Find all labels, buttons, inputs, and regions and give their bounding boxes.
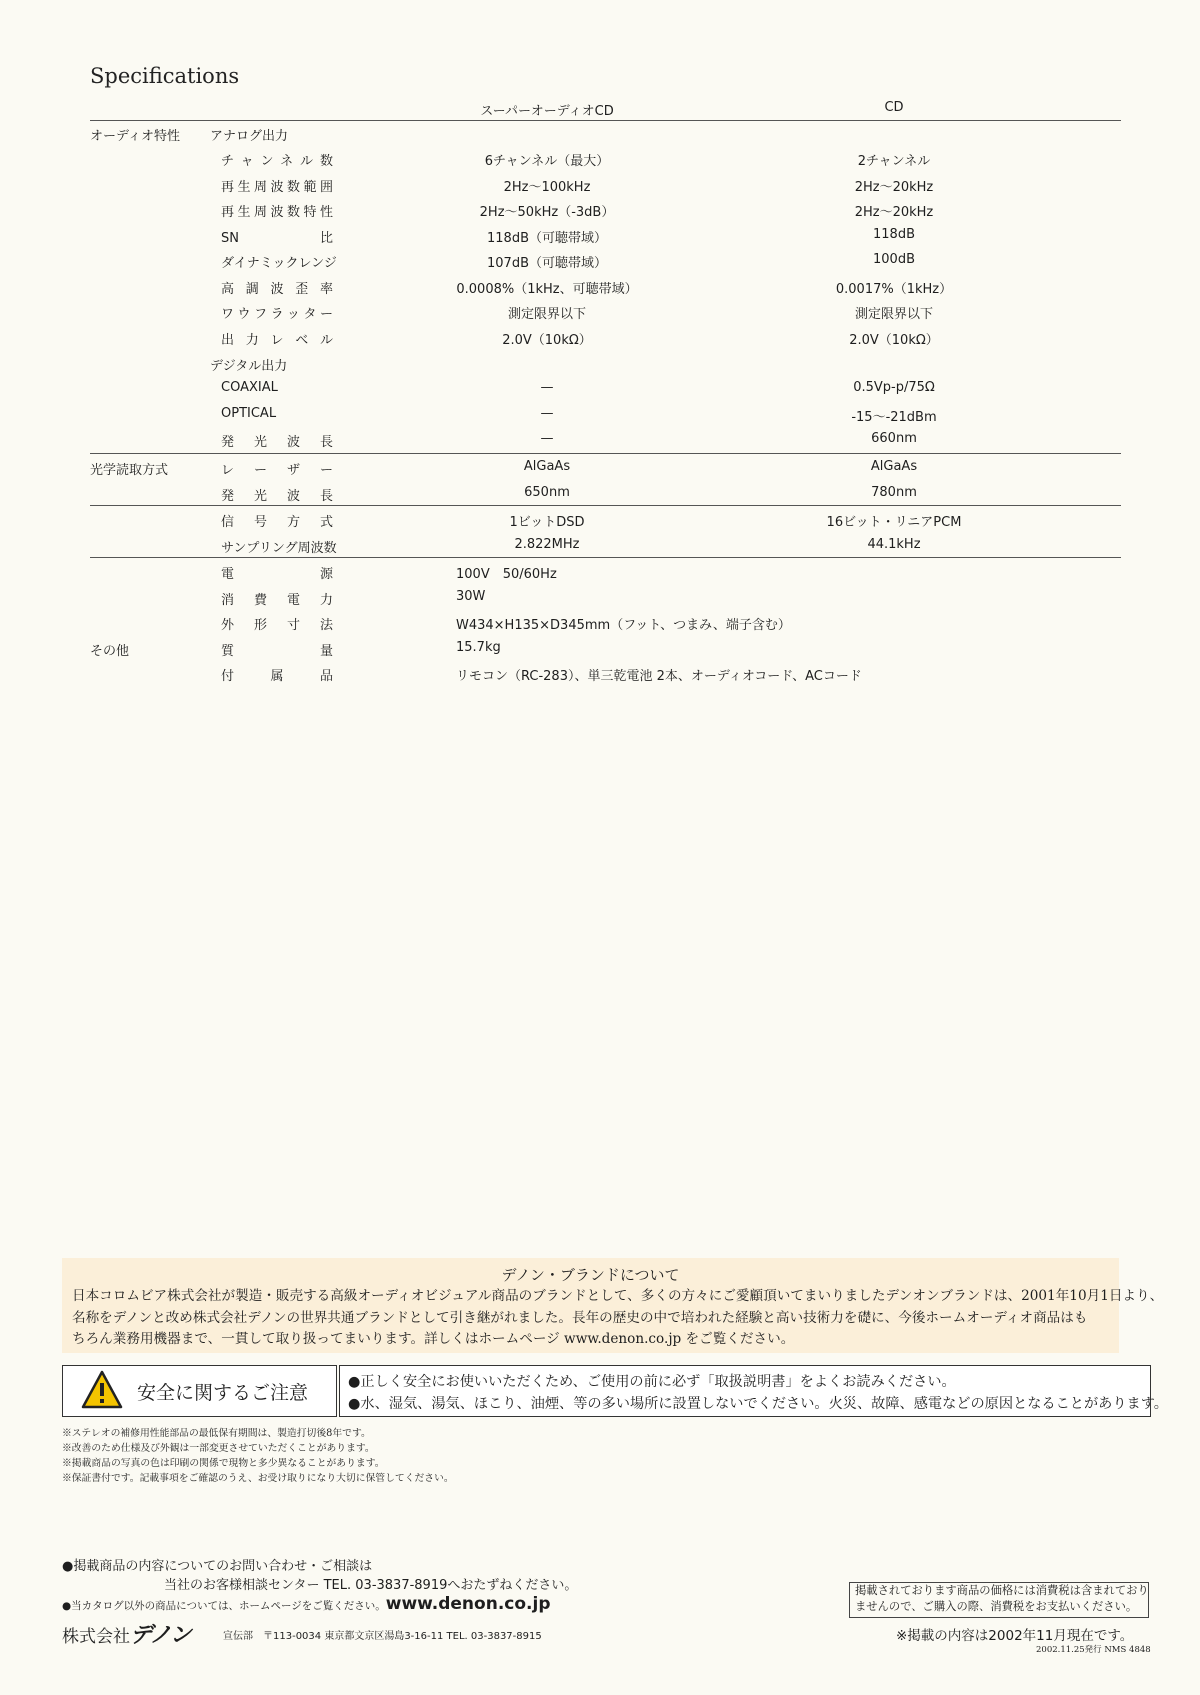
- row-value-sacd: 107dB（可聴帯域）: [487, 256, 607, 271]
- row-value-sacd: 0.0008%（1kHz、可聴帯域）: [456, 282, 638, 297]
- divider: [90, 557, 1121, 558]
- company-address: 宣伝部 〒113-0034 東京都文京区湯島3-16-11 TEL. 03-3837-8915: [223, 1631, 542, 1642]
- row-label: 再生周波数範囲: [221, 180, 333, 195]
- footnote: ※改善のため仕様及び外観は一部変更させていただくことがあります。: [62, 1443, 375, 1454]
- publication-code: 2002.11.25発行 NMS 4848: [1036, 1645, 1151, 1655]
- brand-notice: [62, 1258, 1164, 1353]
- row-value-sacd: 2.0V（10kΩ）: [502, 333, 592, 348]
- table-row: [0, 537, 1200, 557]
- category-optical: 光学読取方式: [90, 463, 169, 478]
- row-value-cd: AlGaAs: [870, 459, 918, 474]
- row-label: 発光波長: [221, 489, 333, 504]
- row-value-sacd: 2Hz～50kHz（-3dB）: [479, 205, 615, 220]
- brand-title: デノン・ブランドについて: [501, 1266, 680, 1284]
- table-row: [0, 329, 1200, 349]
- table-row: [0, 485, 1200, 505]
- contact-line: 当社のお客様相談センター TEL. 03-3837-8919へおたずねください。: [164, 1578, 578, 1593]
- table-row: [0, 176, 1200, 196]
- table-row: [0, 252, 1200, 272]
- category-other: その他: [90, 644, 130, 659]
- row-label: ダイナミックレンジ: [221, 256, 337, 271]
- brand-text: [72, 1286, 1164, 1351]
- company-prefix: 株式会社: [62, 1627, 130, 1647]
- row-value: W434×H135×D345mm（フット、つまみ、端子含む）: [456, 618, 791, 633]
- row-label: COAXIAL: [221, 380, 278, 395]
- spec-title: Specifications: [90, 64, 240, 88]
- row-label: 電源: [221, 567, 333, 582]
- row-value-cd: 2チャンネル: [857, 154, 931, 169]
- row-value-cd: 測定限界以下: [854, 307, 933, 322]
- tax-line: ませんので、ご購入の際、消費税をお支払いください。: [855, 1600, 1138, 1613]
- table-row: [0, 278, 1200, 298]
- row-label: サンプリング周波数: [221, 541, 337, 556]
- tax-notice: [849, 1582, 1149, 1618]
- row-label: 信号方式: [221, 515, 333, 530]
- audio-section-header: [0, 125, 1200, 145]
- row-label: 外形寸法: [221, 618, 333, 633]
- row-label: 消費電力: [221, 593, 333, 608]
- digital-section-header: [0, 355, 1200, 375]
- row-label: SN比: [221, 231, 333, 246]
- row-value-sacd: 118dB（可聴帯域）: [487, 231, 607, 246]
- table-row: [0, 227, 1200, 247]
- row-value-sacd: 1ビットDSD: [509, 515, 585, 530]
- safety-title-box: [62, 1365, 337, 1417]
- company-name: [62, 1618, 191, 1649]
- row-value-sacd: 650nm: [524, 485, 570, 500]
- row-value-cd: 0.0017%（1kHz）: [835, 282, 953, 297]
- table-row: [0, 614, 1200, 634]
- table-row: [0, 431, 1200, 451]
- row-value-cd: 2Hz～20kHz: [854, 205, 934, 220]
- row-value-sacd: 6チャンネル（最大）: [484, 154, 610, 169]
- table-row: [0, 665, 1200, 685]
- table-row: [0, 459, 1200, 479]
- footnote: ※掲載商品の写真の色は印刷の関係で現物と多少異なることがあります。: [62, 1458, 385, 1469]
- row-value-sacd: —: [540, 406, 554, 421]
- digital-output-heading: デジタル出力: [210, 359, 288, 374]
- row-value-cd: 2.0V（10kΩ）: [849, 333, 939, 348]
- row-value-sacd: 測定限界以下: [507, 307, 586, 322]
- row-label: 発光波長: [221, 435, 333, 450]
- row-label: 付属品: [221, 669, 333, 684]
- row-value-sacd: —: [540, 380, 554, 395]
- table-row: [0, 563, 1200, 583]
- table-row: [0, 511, 1200, 531]
- row-value-sacd: 2Hz～100kHz: [503, 180, 591, 195]
- row-label: 出力レベル: [221, 333, 333, 348]
- table-row: [0, 589, 1200, 609]
- safety-line: ●正しく安全にお使いいただくため、ご使用の前に必ず「取扱説明書」をよくお読みください。: [348, 1374, 956, 1390]
- table-row: [0, 380, 1200, 400]
- contact-prefix: ●当カタログ以外の商品については、ホームページをご覧ください。: [62, 1600, 386, 1612]
- website-link[interactable]: www.denon.co.jp: [385, 1594, 551, 1614]
- row-value-cd: 660nm: [871, 431, 917, 446]
- footnote: ※ステレオの補修用性能部品の最低保有期間は、製造打切後8年です。: [62, 1428, 371, 1439]
- brand-line: ちろん業務用機器まで、一貫して取り扱ってまいります。詳しくはホームページ www.denon.co.jp をご覧ください。: [72, 1331, 795, 1347]
- as-of-note: ※掲載の内容は2002年11月現在です。: [896, 1628, 1134, 1644]
- table-row: [0, 640, 1200, 660]
- table-row: [0, 406, 1200, 426]
- row-label: チャンネル数: [221, 154, 333, 169]
- table-row: [0, 303, 1200, 323]
- row-value-cd: 16ビット・リニアPCM: [826, 515, 962, 530]
- brand-line: 日本コロムビア株式会社が製造・販売する高級オーディオビジュアル商品のブランドとして、多くの方々にご愛顧頂いてまいりましたデンオンブランドは、2001年10月1日より、: [72, 1288, 1164, 1304]
- divider: [90, 505, 1121, 506]
- row-label: 質量: [221, 644, 333, 659]
- table-row: [0, 201, 1200, 221]
- row-value-cd: 44.1kHz: [867, 537, 921, 552]
- category-audio: オーディオ特性: [90, 129, 180, 144]
- row-label: レーザー: [221, 463, 333, 478]
- denon-logo: デノン: [130, 1623, 191, 1648]
- row-value-sacd: 2.822MHz: [514, 537, 580, 552]
- row-label: OPTICAL: [221, 406, 277, 421]
- footnote: ※保証書付です。記載事項をご確認のうえ、お受け取りになり大切に保管してください。: [62, 1473, 454, 1484]
- row-label: 高調波歪率: [221, 282, 333, 297]
- tax-line: 掲載されております商品の価格には消費税は含まれており: [855, 1584, 1149, 1597]
- contact-line: [62, 1594, 551, 1614]
- row-label: 再生周波数特性: [221, 205, 333, 220]
- contact-line: ●掲載商品の内容についてのお問い合わせ・ご相談は: [62, 1559, 373, 1574]
- col-head-cd: CD: [884, 100, 904, 115]
- brand-line: 名称をデノンと改め株式会社デノンの世界共通ブランドとして引き継がれました。長年の歴史の中で培われた経験と高い技術力を礎に、今後ホームオーディオ商品はも: [72, 1309, 1088, 1326]
- row-value: 30W: [456, 589, 486, 604]
- row-value-cd: -15～-21dBm: [851, 410, 937, 425]
- row-value-cd: 2Hz～20kHz: [854, 180, 934, 195]
- warning-icon: [81, 1370, 123, 1410]
- row-label: ワウフラッター: [221, 307, 333, 322]
- row-value-cd: 118dB: [873, 227, 915, 242]
- safety-line: ●水、湿気、湯気、ほこり、油煙、等の多い場所に設置しないでください。火災、故障、感電などの原因となることがあります。: [348, 1396, 1168, 1412]
- safety-title: 安全に関するご注意: [137, 1382, 309, 1404]
- table-row: [0, 150, 1200, 170]
- divider: [90, 120, 1121, 121]
- row-value-cd: 100dB: [873, 252, 915, 267]
- col-head-super-audio-cd: スーパーオーディオCD: [480, 104, 614, 119]
- row-value-cd: 780nm: [871, 485, 917, 500]
- row-value: 15.7kg: [456, 640, 501, 655]
- row-value-cd: 0.5Vp-p/75Ω: [853, 380, 935, 395]
- analog-output-heading: アナログ出力: [210, 129, 289, 144]
- row-value: リモコン（RC-283）、単三乾電池 2本、オーディオコード、ACコード: [456, 669, 862, 684]
- divider: [90, 453, 1121, 454]
- row-value-sacd: —: [540, 431, 554, 446]
- row-value: 100V 50/60Hz: [456, 567, 557, 582]
- safety-notes-box: [339, 1365, 1168, 1417]
- row-value-sacd: AlGaAs: [523, 459, 571, 474]
